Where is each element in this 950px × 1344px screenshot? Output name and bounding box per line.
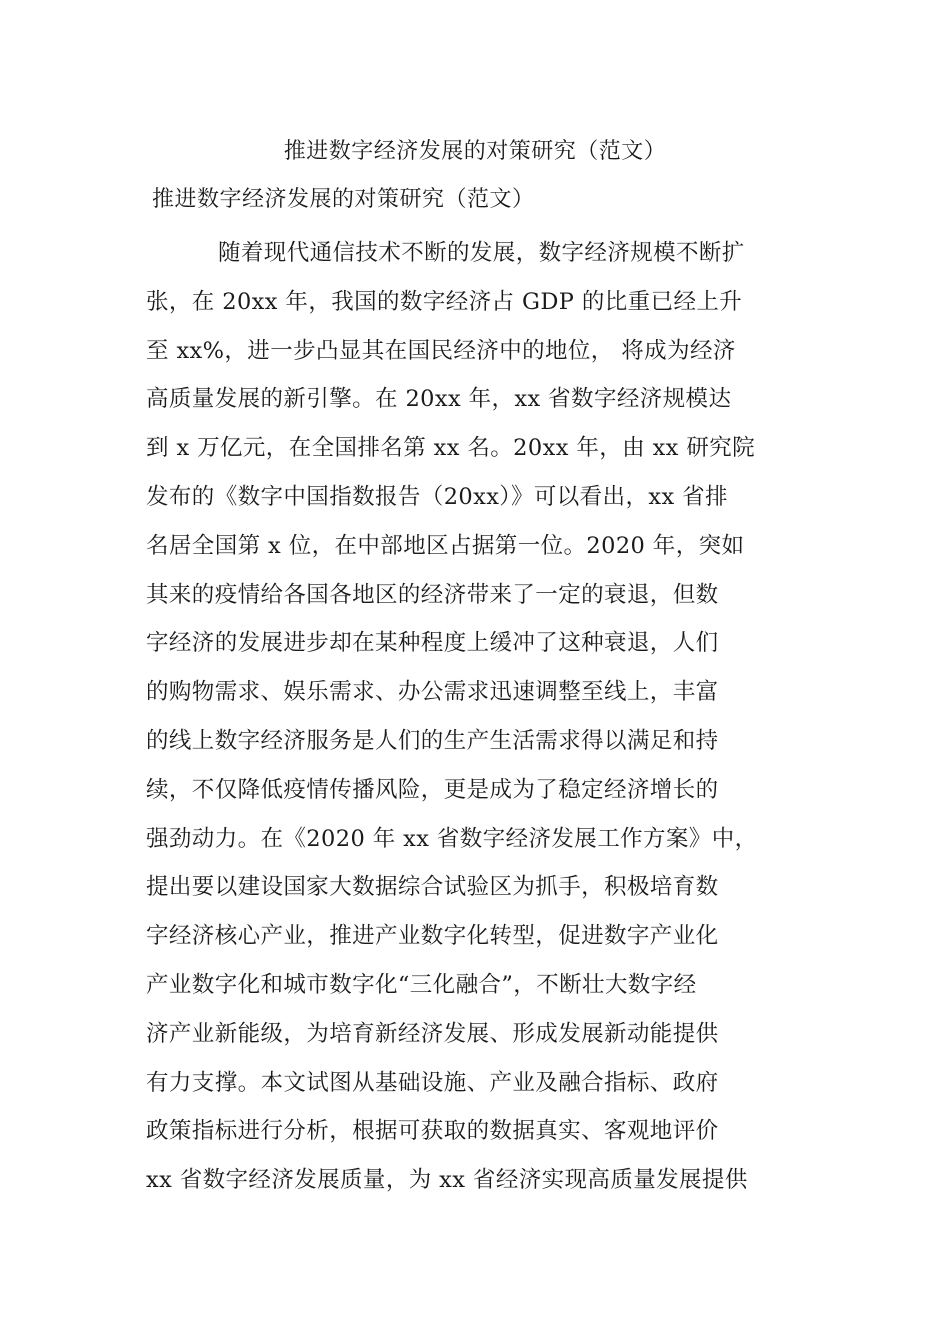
body-line: 政策指标进行分析，根据可获取的数据真实、客观地评价 (146, 1118, 719, 1145)
body-line: 至 xx%，进一步凸显其在国民经济中的地位， 将成为经济 (146, 337, 736, 364)
body-line: 到 x 万亿元，在全国排名第 xx 名。20xx 年，由 xx 研究院 (146, 435, 756, 462)
document-title: 推进数字经济发展的对策研究（范文） (283, 139, 667, 164)
body-line: 高质量发展的新引擎。在 20xx 年，xx 省数字经济规模达 (146, 386, 732, 413)
body-line: 产业数字化和城市数字化“三化融合”，不断壮大数字经 (146, 971, 697, 998)
body-line: 其来的疫情给各国各地区的经济带来了一定的衰退，但数 (146, 581, 719, 608)
body-line: 的线上数字经济服务是人们的生产生活需求得以满足和持 (146, 727, 719, 754)
body-line: 济产业新能级，为培育新经济发展、形成发展新动能提供 (146, 1020, 719, 1047)
body-line: 随着现代通信技术不断的发展，数字经济规模不断扩 (218, 240, 745, 266)
body-line: 张，在 20xx 年，我国的数字经济占 GDP 的比重已经上升 (146, 288, 743, 315)
body-line: 名居全国第 x 位，在中部地区占据第一位。2020 年，突如 (146, 532, 745, 559)
body-line: 字经济的发展进步却在某种程度上缓冲了这种衰退，人们 (146, 630, 719, 657)
body-paragraph (146, 229, 826, 1205)
document-subtitle: 推进数字经济发展的对策研究（范文） (152, 187, 535, 212)
body-line: 强劲动力。在《2020 年 xx 省数字经济发展工作方案》中， (146, 825, 758, 852)
body-line: xx 省数字经济发展质量，为 xx 省经济实现高质量发展提供 (146, 1167, 748, 1194)
body-line: 续，不仅降低疫情传播风险，更是成为了稳定经济增长的 (146, 776, 719, 803)
body-line: 字经济核心产业，推进产业数字化转型，促进数字产业化 (146, 923, 719, 950)
body-line: 发布的《数字中国指数报告（20xx）》可以看出，xx 省排 (146, 483, 728, 510)
body-line: 提出要以建设国家大数据综合试验区为抓手，积极培育数 (146, 874, 719, 901)
body-line: 有力支撑。本文试图从基础设施、产业及融合指标、政府 (146, 1069, 719, 1096)
body-line: 的购物需求、娱乐需求、办公需求迅速调整至线上，丰富 (146, 679, 719, 706)
